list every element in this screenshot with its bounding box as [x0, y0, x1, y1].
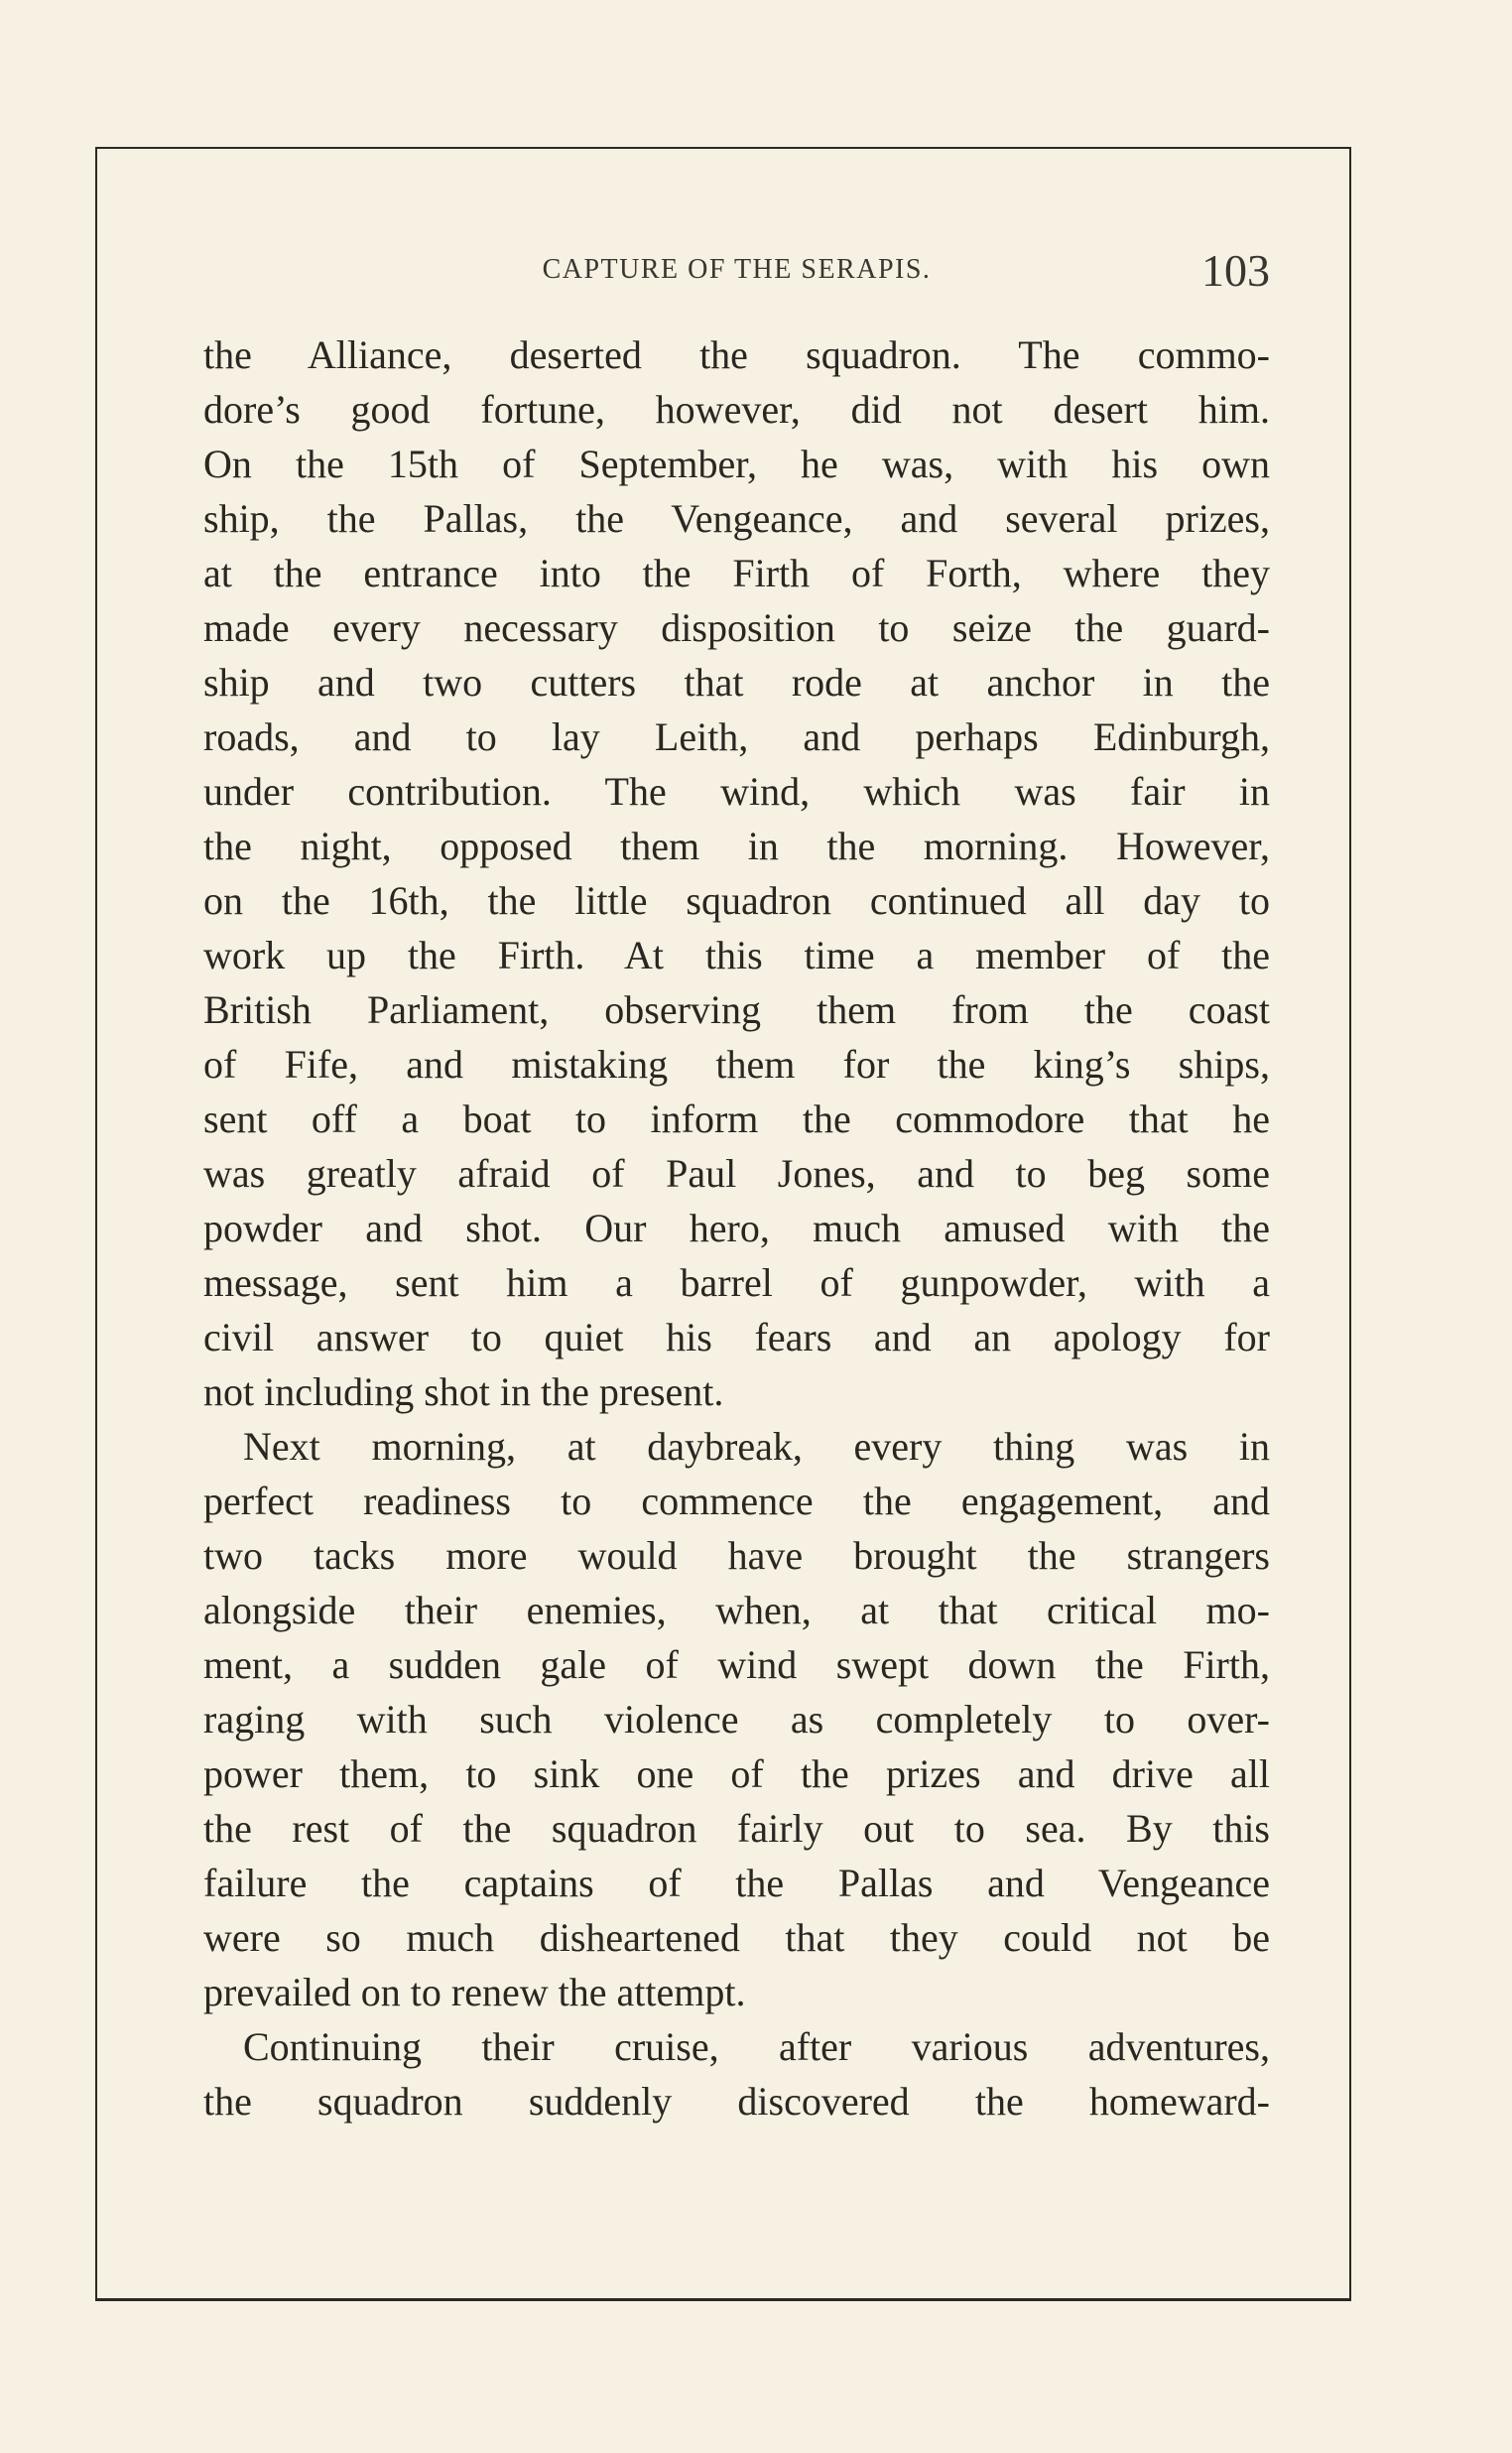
text-line: On the 15th of September, he was, with his own — [203, 442, 1270, 486]
text-line: message, sent him a barrel of gunpowder, with a — [203, 1260, 1270, 1305]
text-line: failure the captains of the Pallas and Vengeance — [203, 1861, 1270, 1905]
text-line: roads, and to lay Leith, and perhaps Edinburgh, — [203, 714, 1270, 759]
text-line: on the 16th, the little squadron continued all day to — [203, 878, 1270, 923]
text-line: power them, to sink one of the prizes and drive all — [203, 1751, 1270, 1796]
text-line: of Fife, and mistaking them for the king’s ships, — [203, 1042, 1270, 1087]
text-line: sent off a boat to inform the commodore that he — [203, 1097, 1270, 1141]
paragraph-start-line: Next morning, at daybreak, every thing was in — [243, 1424, 1270, 1469]
text-line: British Parliament, observing them from the coast — [203, 987, 1270, 1032]
text-line: the Alliance, deserted the squadron. The commo- — [203, 332, 1270, 377]
text-line: alongside their enemies, when, at that critical mo- — [203, 1588, 1270, 1632]
paragraph-end-line: not including shot in the present. — [203, 1369, 724, 1414]
running-title: CAPTURE OF THE SERAPIS. — [542, 254, 932, 285]
text-line: perfect readiness to commence the engagement, and — [203, 1479, 1270, 1523]
text-line: powder and shot. Our hero, much amused with the — [203, 1206, 1270, 1250]
running-head — [203, 244, 1270, 304]
text-line: the squadron suddenly discovered the homeward- — [203, 2079, 1270, 2124]
text-line: the rest of the squadron fairly out to sea. By this — [203, 1806, 1270, 1851]
text-line: was greatly afraid of Paul Jones, and to beg some — [203, 1151, 1270, 1196]
body-text — [203, 327, 1270, 2129]
text-line: were so much disheartened that they could not be — [203, 1915, 1270, 1960]
text-line: dore’s good fortune, however, did not desert him. — [203, 387, 1270, 432]
text-line: at the entrance into the Firth of Forth, where they — [203, 551, 1270, 595]
text-line: civil answer to quiet his fears and an apology for — [203, 1315, 1270, 1359]
text-line: work up the Firth. At this time a member of the — [203, 933, 1270, 977]
page-number: 103 — [1201, 245, 1270, 296]
text-line: ship, the Pallas, the Vengeance, and several prizes, — [203, 496, 1270, 541]
text-line: ment, a sudden gale of wind swept down the Firth, — [203, 1642, 1270, 1687]
text-line: two tacks more would have brought the strangers — [203, 1533, 1270, 1578]
text-line: under contribution. The wind, which was fair in — [203, 769, 1270, 814]
text-line: raging with such violence as completely to over- — [203, 1697, 1270, 1742]
text-line: the night, opposed them in the morning. However, — [203, 824, 1270, 868]
text-line: made every necessary disposition to seize the guard- — [203, 605, 1270, 650]
paragraph-start-line: Continuing their cruise, after various adventures, — [243, 2024, 1270, 2069]
text-line: ship and two cutters that rode at anchor in the — [203, 660, 1270, 705]
paragraph-end-line: prevailed on to renew the attempt. — [203, 1970, 746, 2014]
